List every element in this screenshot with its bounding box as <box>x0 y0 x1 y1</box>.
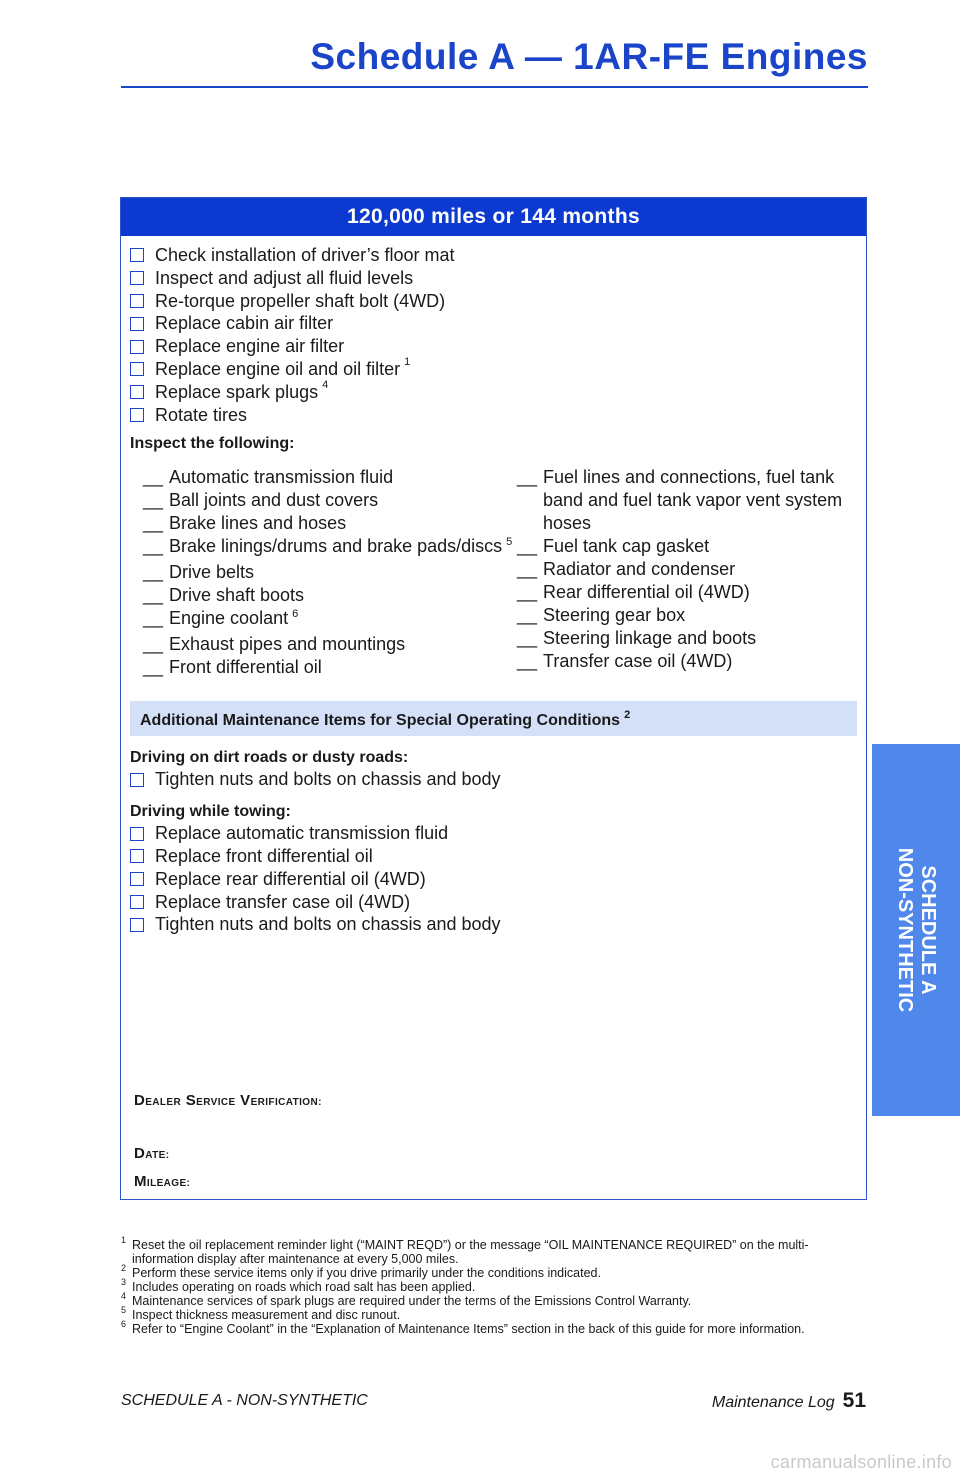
inspect-item-text: Fuel lines and connections, fuel tank band and fuel tank vapor vent system hoses <box>543 467 843 534</box>
blank-line[interactable]: __ <box>143 513 164 534</box>
inspect-item <box>517 558 847 581</box>
footnote-number: 2 <box>121 1263 127 1273</box>
blank-line[interactable]: __ <box>143 490 164 511</box>
checkbox[interactable] <box>130 294 144 308</box>
inspect-item <box>517 581 847 604</box>
checkbox[interactable] <box>130 362 144 376</box>
checklist-item <box>130 244 866 267</box>
section-side-tab[interactable] <box>872 744 960 1116</box>
checkbox[interactable] <box>130 408 144 422</box>
checklist-item-text: Replace front differential oil <box>155 845 373 866</box>
inspect-columns <box>121 466 866 679</box>
inspect-item-text: Steering gear box <box>543 605 686 626</box>
checklist-item-text: Tighten nuts and bolts on chassis and body <box>155 914 501 935</box>
footnote-ref: 6 <box>292 608 299 621</box>
blank-line[interactable]: __ <box>517 628 538 649</box>
inspect-item <box>143 466 517 489</box>
footnote-text: Reset the oil replacement reminder light (“MAINT REQD”) or the message “OIL MAINTENANCE REQUIRED” on the multi-information display after maintenance at every 5,000 miles. <box>132 1238 809 1266</box>
inspect-item-text: Engine coolant <box>169 608 289 629</box>
blank-line[interactable]: __ <box>143 608 164 629</box>
inspect-item-text: Radiator and condenser <box>543 559 736 580</box>
blank-line[interactable]: __ <box>143 634 164 655</box>
inspect-item <box>517 650 847 673</box>
checklist-item <box>130 913 866 936</box>
checklist-item <box>130 378 866 404</box>
checkbox[interactable] <box>130 773 144 787</box>
checklist-item <box>130 822 866 845</box>
footnote-ref: 1 <box>404 355 411 368</box>
footnote <box>121 1277 861 1294</box>
inspect-list-right <box>517 466 847 679</box>
inspect-item-text: Steering linkage and boots <box>543 628 757 649</box>
inspect-item-text: Ball joints and dust covers <box>169 490 379 511</box>
mileage-label: MILEAGE: <box>134 1173 191 1190</box>
inspect-item-text: Brake lines and hoses <box>169 513 347 534</box>
footnotes <box>121 1235 861 1336</box>
footnote <box>121 1305 861 1322</box>
footnote-ref: 5 <box>506 536 513 549</box>
checklist-item-text: Replace engine oil and oil filter <box>155 358 401 379</box>
footnote-text: Inspect thickness measurement and disc runout. <box>132 1308 401 1322</box>
blank-line[interactable]: __ <box>517 536 538 557</box>
page-number: 51 <box>842 1389 866 1412</box>
inspect-item <box>143 561 517 584</box>
checkbox[interactable] <box>130 271 144 285</box>
side-tab-line-1: SCHEDULE A <box>917 865 939 995</box>
footer-page-info <box>712 1389 866 1413</box>
inspect-item <box>517 627 847 650</box>
footnote-number: 5 <box>121 1305 127 1315</box>
inspect-item <box>517 535 847 558</box>
checkbox[interactable] <box>130 340 144 354</box>
footnote-text: Maintenance services of spark plugs are required under the terms of the Emissions Control Warranty. <box>132 1294 692 1308</box>
footnote <box>121 1291 861 1308</box>
checklist-item-text: Replace spark plugs <box>155 381 319 402</box>
checkbox[interactable] <box>130 248 144 262</box>
towing-checklist <box>130 822 866 936</box>
checklist-item <box>130 845 866 868</box>
checkbox[interactable] <box>130 827 144 841</box>
page-title: Schedule A — 1AR-FE Engines <box>310 36 868 77</box>
checkbox[interactable] <box>130 872 144 886</box>
checklist-item <box>130 335 866 358</box>
blank-line[interactable]: __ <box>143 467 164 488</box>
additional-maintenance-heading: Additional Maintenance Items for Special Operating Conditions <box>140 712 621 730</box>
dealer-verification-label: DEALER SERVICE VERIFICATION: <box>134 1092 322 1109</box>
inspect-item-text: Exhaust pipes and mountings <box>169 634 406 655</box>
checklist-item-text: Tighten nuts and bolts on chassis and body <box>155 769 501 790</box>
inspect-item <box>143 535 517 561</box>
checklist-item-text: Replace engine air filter <box>155 336 345 357</box>
footnote-number: 6 <box>121 1319 127 1329</box>
inspect-item-text: Fuel tank cap gasket <box>543 536 710 557</box>
blank-line[interactable]: __ <box>143 562 164 583</box>
blank-line[interactable]: __ <box>517 559 538 580</box>
footnote-text: Includes operating on roads which road salt has been applied. <box>132 1280 476 1294</box>
blank-line[interactable]: __ <box>517 651 538 672</box>
checklist-item-text: Re-torque propeller shaft bolt (4WD) <box>155 290 446 311</box>
checkbox[interactable] <box>130 317 144 331</box>
inspect-item <box>143 584 517 607</box>
dirt-roads-checklist <box>130 768 866 791</box>
towing-heading: Driving while towing: <box>130 803 291 821</box>
blank-line[interactable]: __ <box>517 582 538 603</box>
checkbox[interactable] <box>130 385 144 399</box>
date-label: DATE: <box>134 1145 170 1162</box>
service-checklist <box>130 244 866 426</box>
checkbox[interactable] <box>130 895 144 909</box>
checklist-item-text: Replace automatic transmission fluid <box>155 823 449 844</box>
checklist-item-text: Replace cabin air filter <box>155 313 334 334</box>
footnote <box>121 1319 861 1336</box>
inspect-item-text: Brake linings/drums and brake pads/discs <box>169 536 503 557</box>
inspect-item-text: Transfer case oil (4WD) <box>543 651 733 672</box>
blank-line[interactable]: __ <box>143 536 164 557</box>
inspect-item <box>517 466 847 535</box>
footnote-number: 4 <box>121 1291 127 1301</box>
checklist-item <box>130 267 866 290</box>
footnote-text: Refer to “Engine Coolant” in the “Explanation of Maintenance Items” section in the back of this guide for more information. <box>132 1322 805 1336</box>
inspect-item <box>143 607 517 633</box>
checklist-item <box>130 355 866 381</box>
inspect-item-text: Automatic transmission fluid <box>169 467 394 488</box>
inspect-item <box>517 604 847 627</box>
side-tab-label <box>893 848 939 1012</box>
inspect-item-text: Drive belts <box>169 562 255 583</box>
footnote <box>121 1235 861 1266</box>
inspect-item <box>143 489 517 512</box>
blank-line[interactable]: __ <box>143 585 164 606</box>
footer-section-label: Maintenance Log <box>711 1394 835 1411</box>
inspect-item-text: Rear differential oil (4WD) <box>543 582 750 603</box>
checklist-item <box>130 290 866 313</box>
blank-line[interactable]: __ <box>517 467 538 488</box>
interval-header: 120,000 miles or 144 months <box>121 198 866 236</box>
checklist-item-text: Check installation of driver’s floor mat <box>155 245 455 265</box>
checklist-item <box>130 868 866 891</box>
title-divider <box>121 86 868 88</box>
footnote-number: 1 <box>121 1235 127 1245</box>
checklist-item <box>130 891 866 914</box>
inspect-item-text: Front differential oil <box>169 657 322 678</box>
inspect-item <box>143 656 517 679</box>
checkbox[interactable] <box>130 918 144 932</box>
side-tab-line-2: NON-SYNTHETIC <box>894 847 916 1013</box>
footnote-text: Perform these service items only if you drive primarily under the conditions indicated. <box>132 1266 601 1280</box>
blank-line[interactable]: __ <box>517 605 538 626</box>
inspect-heading: Inspect the following: <box>130 435 295 453</box>
checklist-item-text: Replace transfer case oil (4WD) <box>155 891 411 912</box>
checklist-item <box>130 768 866 791</box>
additional-footnote-ref: 2 <box>624 709 631 722</box>
checkbox[interactable] <box>130 849 144 863</box>
footnote-number: 3 <box>121 1277 127 1287</box>
footer-schedule-label: SCHEDULE A - NON-SYNTHETIC <box>121 1392 368 1409</box>
inspect-item <box>143 633 517 656</box>
inspect-list-left <box>143 466 517 679</box>
inspect-item-text: Drive shaft boots <box>169 585 305 606</box>
dirt-roads-heading: Driving on dirt roads or dusty roads: <box>130 749 409 767</box>
checklist-item-text: Replace rear differential oil (4WD) <box>155 868 426 889</box>
footnote <box>121 1263 861 1280</box>
checklist-item-text: Inspect and adjust all fluid levels <box>155 267 414 288</box>
blank-line[interactable]: __ <box>143 657 164 678</box>
maintenance-schedule-box <box>120 197 867 1200</box>
checklist-item <box>130 404 866 427</box>
watermark: carmanualsonline.info <box>770 1452 952 1472</box>
footnote-ref: 4 <box>322 378 329 391</box>
inspect-item <box>143 512 517 535</box>
checklist-item-text: Rotate tires <box>155 404 248 425</box>
checklist-item <box>130 312 866 335</box>
additional-maintenance-band <box>130 701 857 736</box>
